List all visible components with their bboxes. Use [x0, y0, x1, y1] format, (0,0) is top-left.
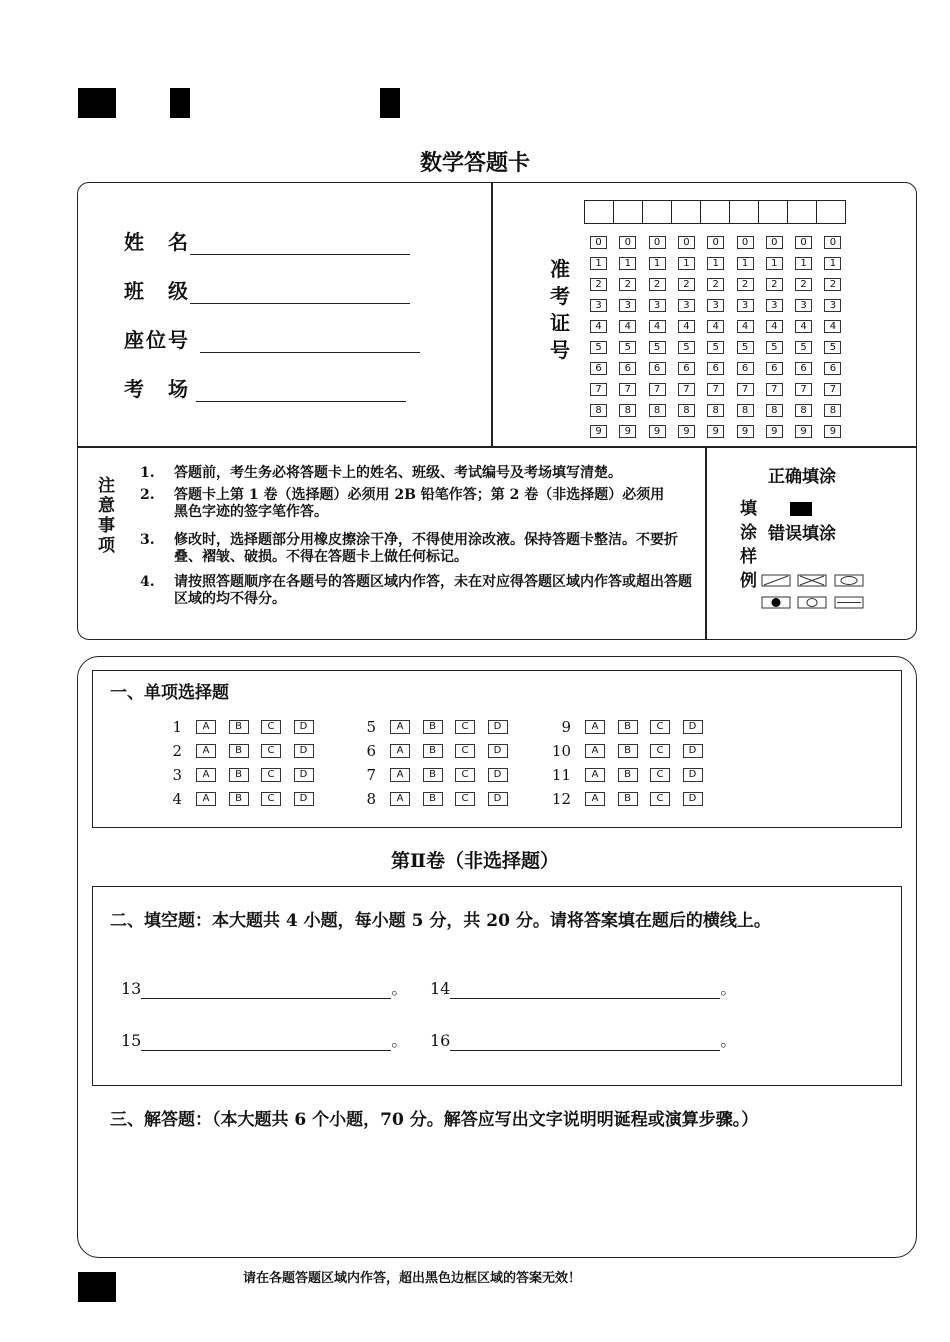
- blank-15[interactable]: [121, 1028, 407, 1051]
- footer-note: 请在各题答题区域内作答，超出黑色边框区域的答案无效！: [243, 1271, 582, 1286]
- exam-id-bubble[interactable]: 7: [707, 383, 724, 396]
- note-text: 修改时，选择题部分用橡皮擦涂干净，不得使用涂改液。保持答题卡整洁。不要折叠、褶皱、破损。不得在答题卡上做任何标记。: [174, 532, 678, 565]
- name-label: 姓 名: [124, 230, 190, 254]
- wrong-fill-label: 错误填涂: [768, 524, 836, 544]
- exam-id-bubble[interactable]: 4: [737, 320, 754, 333]
- exam-id-bubble[interactable]: 8: [824, 404, 841, 417]
- volume2-title: 第Ⅱ卷（非选择题）: [390, 850, 559, 872]
- exam-id-bubble[interactable]: 2: [824, 278, 841, 291]
- option-bubble[interactable]: C: [455, 744, 475, 758]
- note-text: 请按照答题顺序在各题号的答题区域内作答，未在对应得答题区域内作答或超出答题区域的均不得分。: [174, 574, 692, 607]
- class-line[interactable]: [190, 281, 410, 304]
- option-bubble[interactable]: B: [229, 744, 249, 758]
- question-number: 5: [366, 718, 376, 736]
- blank-13[interactable]: [121, 976, 407, 999]
- blank-14[interactable]: [430, 976, 736, 999]
- exam-id-bubble[interactable]: 3: [649, 299, 666, 312]
- exam-id-bubble[interactable]: 7: [795, 383, 812, 396]
- room-field[interactable]: [124, 373, 406, 402]
- option-bubble[interactable]: A: [390, 768, 410, 782]
- exam-id-label: 准考证号: [550, 257, 570, 362]
- exam-id-bubble[interactable]: 5: [590, 341, 607, 354]
- room-line[interactable]: [196, 379, 406, 402]
- exam-id-bubble[interactable]: 8: [678, 404, 695, 417]
- section3-title: 三、解答题：（本大题共 6 个小题，70 分。解答应写出文字说明明诞程或演算步骤。）: [110, 1110, 759, 1130]
- exam-id-bubble[interactable]: 6: [795, 362, 812, 375]
- blank-16[interactable]: [430, 1028, 736, 1051]
- section1-title: 一、单项选择题: [110, 683, 229, 703]
- option-bubble[interactable]: D: [683, 792, 703, 806]
- exam-id-bubble[interactable]: 6: [649, 362, 666, 375]
- option-bubble[interactable]: B: [423, 720, 443, 734]
- blank-num: 16: [430, 1031, 451, 1050]
- option-bubble[interactable]: D: [488, 792, 508, 806]
- exam-id-bubble[interactable]: 9: [766, 425, 783, 438]
- note-num: 4.: [140, 574, 155, 590]
- exam-id-bubble[interactable]: 8: [737, 404, 754, 417]
- question-number: 12: [551, 790, 571, 808]
- option-bubble[interactable]: C: [455, 720, 475, 734]
- option-bubble[interactable]: D: [294, 720, 314, 734]
- fill-sample-label: 填涂样例: [740, 499, 757, 591]
- exam-id-bubble[interactable]: 4: [795, 320, 812, 333]
- option-bubble[interactable]: C: [261, 720, 281, 734]
- exam-id-bubble[interactable]: 9: [824, 425, 841, 438]
- exam-id-bubble[interactable]: 3: [824, 299, 841, 312]
- exam-id-bubble[interactable]: 8: [649, 404, 666, 417]
- option-bubble[interactable]: C: [650, 720, 670, 734]
- option-bubble[interactable]: C: [261, 744, 281, 758]
- blank-line[interactable]: [141, 1032, 391, 1051]
- exam-id-bubble[interactable]: 2: [766, 278, 783, 291]
- option-bubble[interactable]: C: [650, 744, 670, 758]
- option-bubble[interactable]: D: [488, 744, 508, 758]
- exam-id-bubble[interactable]: 6: [619, 362, 636, 375]
- exam-id-bubble[interactable]: 5: [707, 341, 724, 354]
- note-text: 答题前，考生务必将答题卡上的姓名、班级、考试编号及考场填写清楚。: [174, 465, 622, 481]
- question-number: 11: [551, 766, 571, 784]
- exam-id-bubble[interactable]: 6: [824, 362, 841, 375]
- exam-id-bubble[interactable]: 7: [649, 383, 666, 396]
- blank-end: 。: [391, 1031, 408, 1050]
- option-bubble[interactable]: A: [390, 720, 410, 734]
- exam-id-bubble[interactable]: 1: [590, 257, 607, 270]
- option-bubble[interactable]: D: [683, 744, 703, 758]
- note-text: 答题卡上第 1 卷（选择题）必须用 2B 铅笔作答；第 2 卷（非选择题）必须用黑色字迹的签字笔作答。: [174, 487, 665, 520]
- exam-id-bubble[interactable]: 0: [824, 236, 841, 249]
- option-bubble[interactable]: D: [683, 768, 703, 782]
- divider: [491, 183, 493, 447]
- correct-fill-label: 正确填涂: [768, 467, 836, 487]
- exam-id-bubble[interactable]: 0: [649, 236, 666, 249]
- exam-id-bubble[interactable]: 7: [737, 383, 754, 396]
- exam-id-bubble[interactable]: 0: [590, 236, 607, 249]
- blank-num: 13: [121, 979, 142, 998]
- exam-id-bubble[interactable]: 4: [824, 320, 841, 333]
- exam-id-bubble[interactable]: 1: [619, 257, 636, 270]
- option-bubble[interactable]: D: [294, 744, 314, 758]
- room-label: 考 场: [124, 377, 190, 401]
- exam-id-bubble[interactable]: 3: [590, 299, 607, 312]
- blank-end: 。: [391, 979, 408, 998]
- option-bubble[interactable]: B: [423, 744, 443, 758]
- exam-id-bubble[interactable]: 9: [795, 425, 812, 438]
- option-bubble[interactable]: B: [229, 768, 249, 782]
- exam-id-bubble[interactable]: 8: [766, 404, 783, 417]
- option-bubble[interactable]: A: [585, 768, 605, 782]
- note-num: 2.: [140, 487, 155, 503]
- option-bubble[interactable]: A: [196, 768, 216, 782]
- exam-id-bubble[interactable]: 2: [707, 278, 724, 291]
- alignment-mark: [78, 1272, 116, 1302]
- exam-id-bubble[interactable]: 8: [795, 404, 812, 417]
- note-num: 3.: [140, 532, 155, 548]
- option-bubble[interactable]: C: [455, 792, 475, 806]
- page-title: 数学答题卡: [419, 150, 530, 176]
- option-bubble[interactable]: C: [261, 768, 281, 782]
- option-bubble[interactable]: B: [229, 720, 249, 734]
- exam-id-bubble[interactable]: 6: [737, 362, 754, 375]
- exam-id-bubble[interactable]: 1: [737, 257, 754, 270]
- question-number: 4: [172, 790, 182, 808]
- exam-id-bubble[interactable]: 7: [824, 383, 841, 396]
- section2-title: 二、填空题：本大题共 4 小题，每小题 5 分，共 20 分。请将答案填在题后的横线上。: [110, 911, 771, 931]
- option-bubble[interactable]: A: [390, 792, 410, 806]
- exam-id-bubble[interactable]: 9: [649, 425, 666, 438]
- seat-field[interactable]: [124, 324, 420, 353]
- exam-id-bubble[interactable]: 7: [590, 383, 607, 396]
- option-bubble[interactable]: A: [585, 720, 605, 734]
- exam-id-bubble[interactable]: 1: [766, 257, 783, 270]
- blank-line[interactable]: [450, 980, 720, 999]
- option-bubble[interactable]: B: [618, 768, 638, 782]
- exam-id-bubble[interactable]: 9: [619, 425, 636, 438]
- question-number: 7: [366, 766, 376, 784]
- exam-id-bubble[interactable]: 8: [619, 404, 636, 417]
- exam-id-bubble[interactable]: 1: [824, 257, 841, 270]
- class-label: 班 级: [124, 279, 190, 303]
- exam-id-bubble[interactable]: 6: [590, 362, 607, 375]
- exam-id-bubble[interactable]: 4: [619, 320, 636, 333]
- exam-id-bubble[interactable]: 6: [707, 362, 724, 375]
- question-number: 9: [561, 718, 571, 736]
- exam-id-bubble[interactable]: 1: [707, 257, 724, 270]
- option-bubble[interactable]: A: [196, 792, 216, 806]
- exam-id-bubble[interactable]: 3: [766, 299, 783, 312]
- exam-id-bubble[interactable]: 9: [737, 425, 754, 438]
- blank-num: 14: [430, 979, 451, 998]
- exam-id-bubble[interactable]: 7: [619, 383, 636, 396]
- notes-title: 注意事项: [98, 476, 115, 556]
- question-number: 3: [172, 766, 182, 784]
- question-number: 1: [172, 718, 182, 736]
- exam-id-bubble[interactable]: 5: [649, 341, 666, 354]
- exam-id-bubble[interactable]: 2: [619, 278, 636, 291]
- exam-id-bubble[interactable]: 8: [590, 404, 607, 417]
- exam-id-bubble[interactable]: 2: [678, 278, 695, 291]
- exam-id-bubble[interactable]: 3: [678, 299, 695, 312]
- exam-id-bubble[interactable]: 1: [795, 257, 812, 270]
- option-bubble[interactable]: B: [618, 720, 638, 734]
- name-line[interactable]: [190, 232, 410, 255]
- exam-id-bubble[interactable]: 0: [707, 236, 724, 249]
- alignment-mark: [78, 88, 116, 118]
- wrong-fill-examples: [760, 572, 870, 614]
- exam-id-bubble[interactable]: 5: [737, 341, 754, 354]
- alignment-mark: [380, 88, 400, 118]
- exam-id-bubble[interactable]: 0: [678, 236, 695, 249]
- exam-id-bubble[interactable]: 0: [766, 236, 783, 249]
- exam-id-bubble[interactable]: 8: [707, 404, 724, 417]
- exam-id-bubble[interactable]: 7: [766, 383, 783, 396]
- correct-fill-example: [790, 502, 812, 516]
- option-bubble[interactable]: B: [618, 744, 638, 758]
- exam-id-bubble[interactable]: 0: [795, 236, 812, 249]
- option-bubble[interactable]: B: [618, 792, 638, 806]
- exam-id-bubble[interactable]: 5: [678, 341, 695, 354]
- blank-end: 。: [720, 1031, 737, 1050]
- exam-id-bubble[interactable]: 1: [678, 257, 695, 270]
- exam-id-bubble[interactable]: 4: [590, 320, 607, 333]
- option-bubble[interactable]: B: [423, 792, 443, 806]
- exam-id-bubble[interactable]: 0: [737, 236, 754, 249]
- option-bubble[interactable]: B: [423, 768, 443, 782]
- alignment-mark: [170, 88, 190, 118]
- exam-id-bubble[interactable]: 5: [824, 341, 841, 354]
- option-bubble[interactable]: A: [390, 744, 410, 758]
- exam-id-bubble[interactable]: 9: [678, 425, 695, 438]
- exam-id-bubble[interactable]: 7: [678, 383, 695, 396]
- exam-id-bubble[interactable]: 6: [678, 362, 695, 375]
- blank-line[interactable]: [450, 1032, 720, 1051]
- exam-id-bubble[interactable]: 3: [737, 299, 754, 312]
- exam-id-bubble[interactable]: 4: [678, 320, 695, 333]
- option-bubble[interactable]: D: [294, 792, 314, 806]
- exam-id-bubble[interactable]: 2: [649, 278, 666, 291]
- option-bubble[interactable]: B: [229, 792, 249, 806]
- name-field[interactable]: [124, 226, 410, 255]
- question-number: 2: [172, 742, 182, 760]
- exam-id-bubble[interactable]: 9: [707, 425, 724, 438]
- option-bubble[interactable]: A: [196, 720, 216, 734]
- option-bubble[interactable]: D: [488, 768, 508, 782]
- exam-id-bubble[interactable]: 0: [619, 236, 636, 249]
- seat-line[interactable]: [200, 330, 420, 353]
- blank-end: 。: [720, 979, 737, 998]
- class-field[interactable]: [124, 275, 410, 304]
- exam-id-bubble[interactable]: 5: [766, 341, 783, 354]
- seat-label: 座位号: [124, 328, 190, 352]
- divider: [78, 446, 916, 448]
- option-bubble[interactable]: C: [650, 768, 670, 782]
- option-bubble[interactable]: D: [488, 720, 508, 734]
- question-number: 8: [366, 790, 376, 808]
- option-bubble[interactable]: C: [650, 792, 670, 806]
- note-num: 1.: [140, 465, 155, 481]
- option-bubble[interactable]: D: [294, 768, 314, 782]
- exam-id-grid: [584, 200, 846, 224]
- exam-id-bubble[interactable]: 2: [737, 278, 754, 291]
- exam-id-bubble[interactable]: 9: [590, 425, 607, 438]
- option-bubble[interactable]: D: [683, 720, 703, 734]
- option-bubble[interactable]: A: [585, 792, 605, 806]
- exam-id-bubble[interactable]: 1: [649, 257, 666, 270]
- exam-id-bubble[interactable]: 2: [590, 278, 607, 291]
- question-number: 6: [366, 742, 376, 760]
- blank-num: 15: [121, 1031, 142, 1050]
- option-bubble[interactable]: C: [261, 792, 281, 806]
- exam-id-header[interactable]: [584, 200, 846, 224]
- option-bubble[interactable]: C: [455, 768, 475, 782]
- exam-id-bubble[interactable]: 5: [619, 341, 636, 354]
- exam-id-bubble[interactable]: 4: [707, 320, 724, 333]
- question-number: 10: [551, 742, 571, 760]
- exam-id-bubble[interactable]: 3: [619, 299, 636, 312]
- exam-id-bubble[interactable]: 5: [795, 341, 812, 354]
- blank-line[interactable]: [141, 980, 391, 999]
- exam-id-bubble[interactable]: 4: [649, 320, 666, 333]
- exam-id-bubble[interactable]: 2: [795, 278, 812, 291]
- option-bubble[interactable]: A: [585, 744, 605, 758]
- exam-id-bubble[interactable]: 3: [707, 299, 724, 312]
- exam-id-bubble[interactable]: 4: [766, 320, 783, 333]
- divider: [705, 447, 707, 639]
- exam-id-bubble[interactable]: 6: [766, 362, 783, 375]
- option-bubble[interactable]: A: [196, 744, 216, 758]
- exam-id-bubble[interactable]: 3: [795, 299, 812, 312]
